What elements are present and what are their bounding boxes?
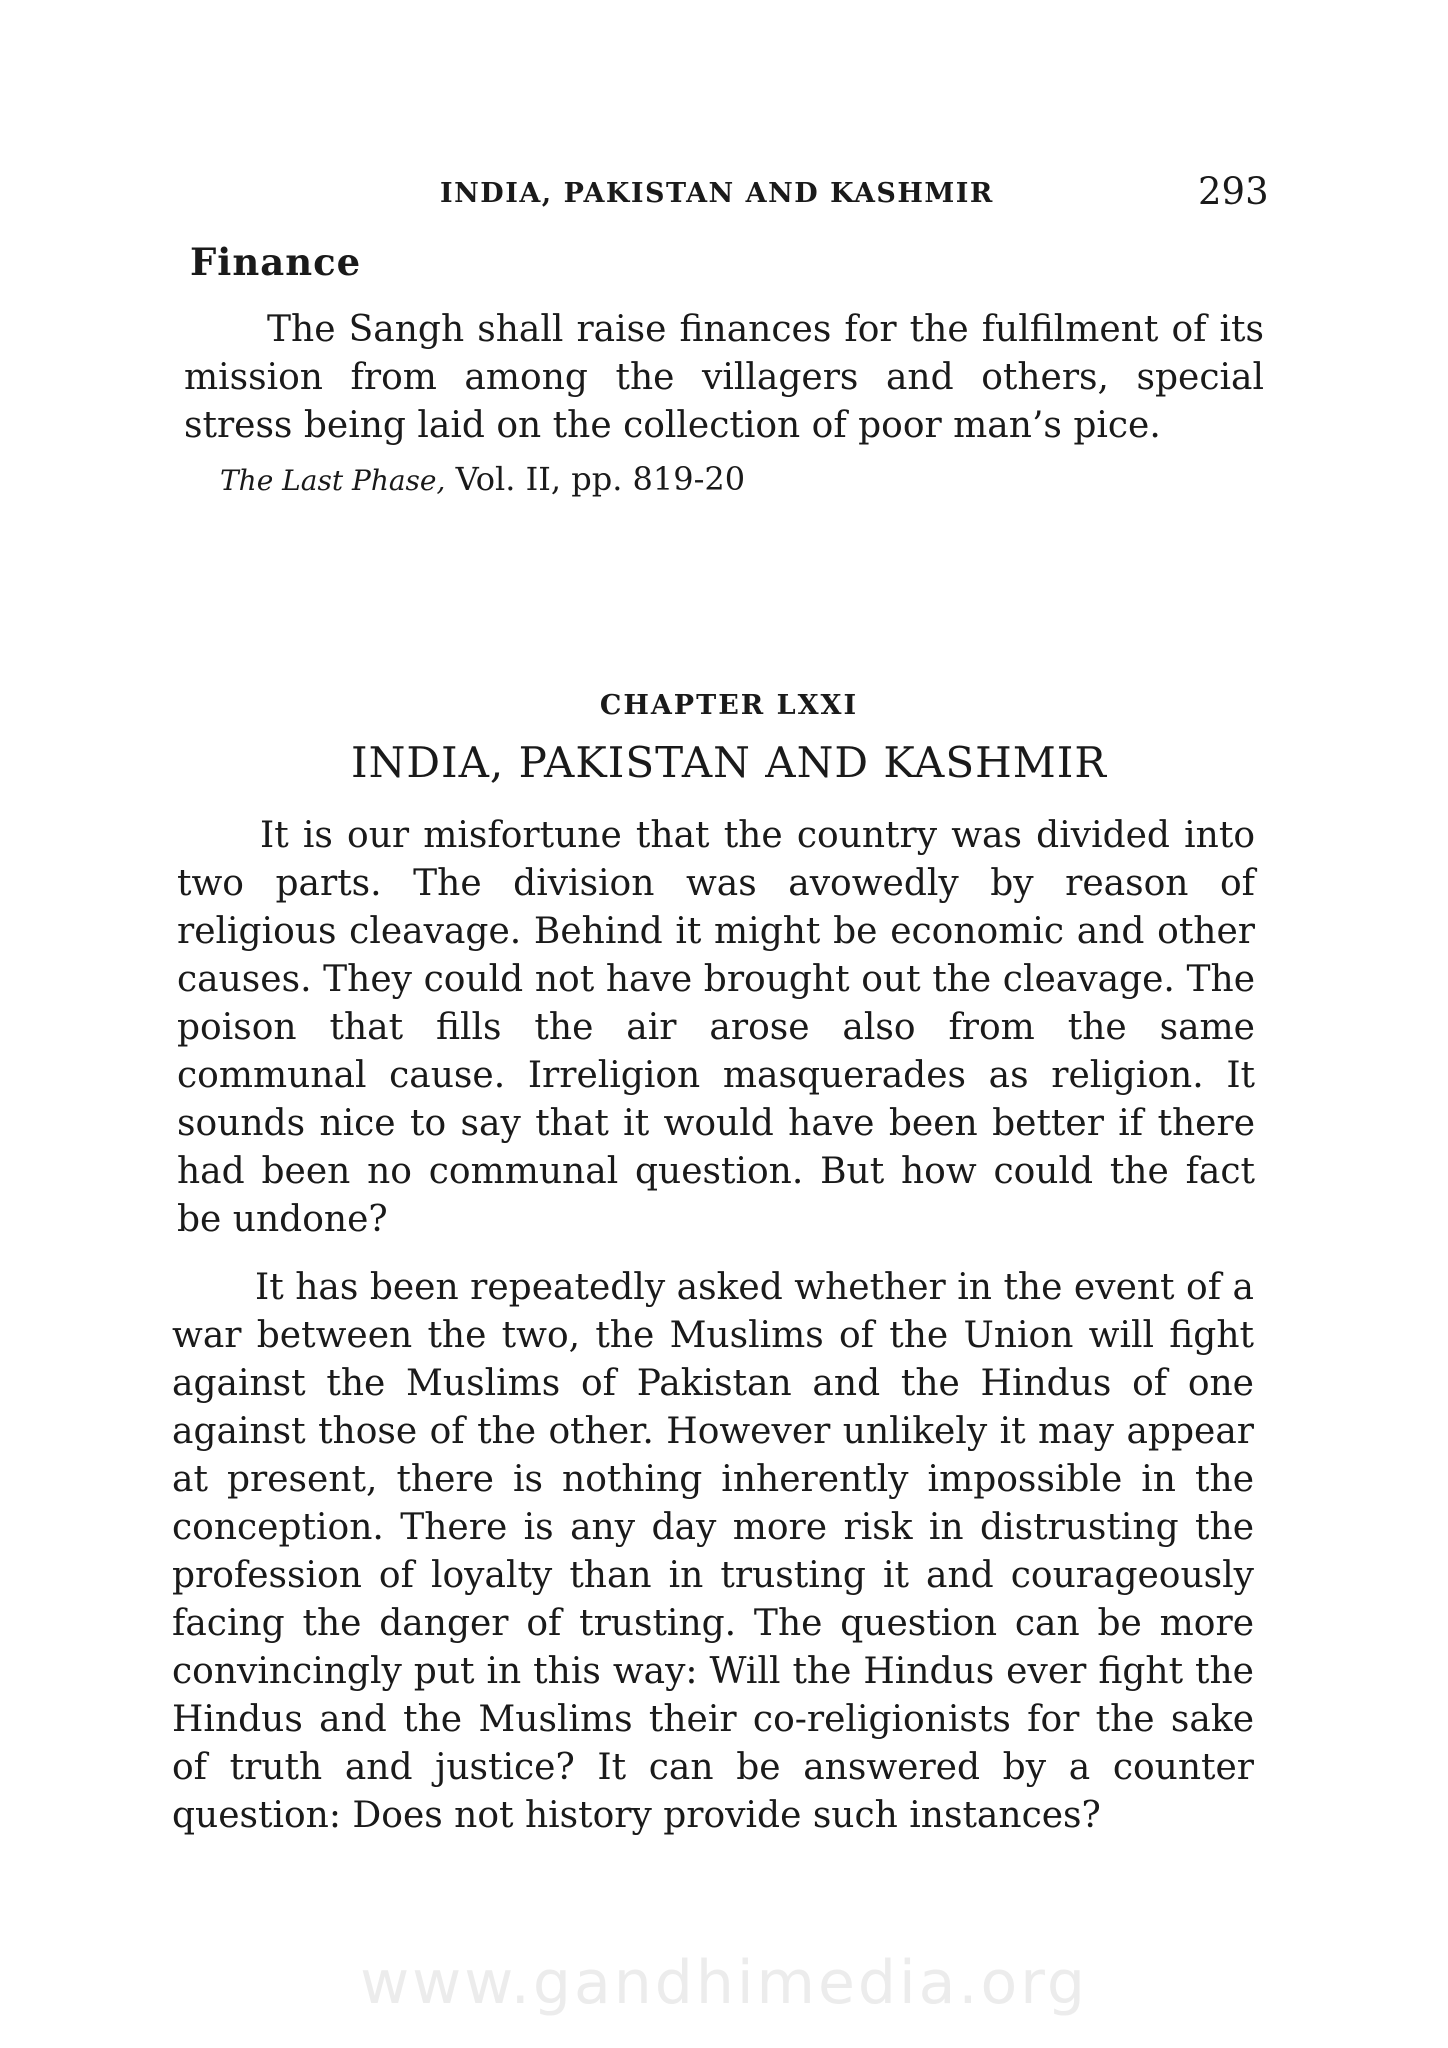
body-paragraph: It is our misfortune that the country was divided into two parts. The division was avowedly by reason of religious cleavage. Behind it might be economic and other causes. They could not have brought out the cleavage. The poison that fills the air arose also from the same communal cause. Irreligion masquerades as religion. It sounds nice to say that it would have been better if there had been no communal question. But how could the fact be undone?: [177, 815, 1255, 1240]
section-heading: Finance: [190, 240, 362, 284]
chapter-title: INDIA, PAKISTAN AND KASHMIR: [351, 738, 1107, 787]
watermark: www.gandhimedia.org: [360, 1948, 1088, 2018]
running-head: INDIA, PAKISTAN AND KASHMIR: [440, 178, 994, 209]
citation: [220, 460, 745, 498]
body-paragraph: It has been repeatedly asked whether in the event of a war between the two, the Muslims of the Union will fight against the Muslims of Pakistan and the Hindus of one against those of the other. However unlikely it may appear at present, there is nothing inherently impossible in the conception. There is any day more risk in distrusting the profession of loyalty than in trusting it and courageously facing the danger of trusting. The question can be more convincingly put in this way: Will the Hindus ever fight the Hindus and the Muslims their co-religionists for the sake of truth and justice? It can be answered by a counter question: Does not history provide such instances?: [172, 1267, 1254, 1836]
page-number: 293: [1198, 170, 1269, 213]
citation-work: The Last Phase,: [220, 464, 446, 497]
finance-paragraph: The Sangh shall raise finances for the fulfilment of its mission from among the villagers and others, special stress being laid on the collection of poor man’s pice.: [184, 309, 1264, 446]
citation-reference: Vol. II, pp. 819-20: [455, 460, 746, 498]
chapter-label: CHAPTER LXXI: [599, 690, 859, 721]
